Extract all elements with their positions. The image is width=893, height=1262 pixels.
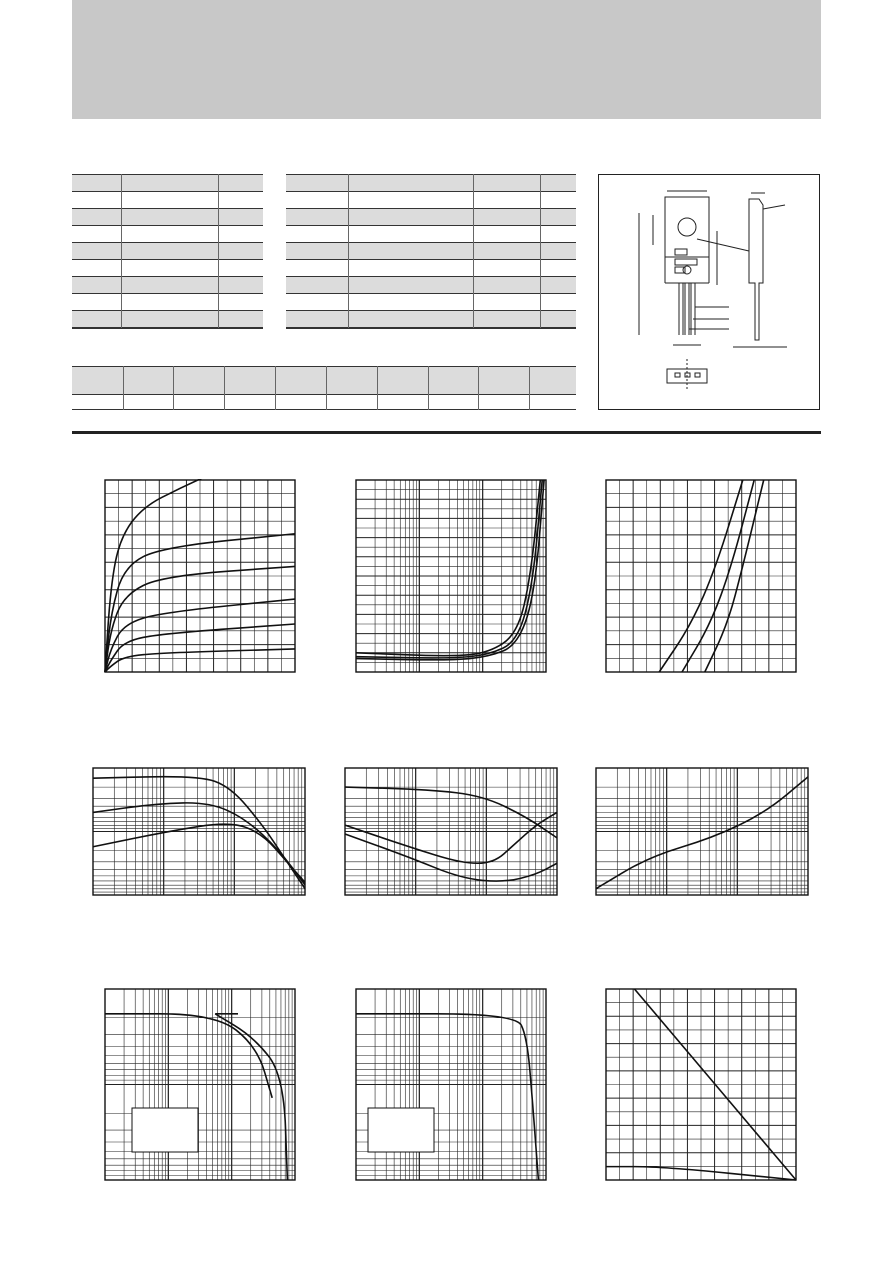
chart-grid bbox=[596, 768, 808, 895]
ratings-table bbox=[72, 174, 263, 328]
package-outline-box bbox=[598, 174, 820, 410]
chart-grid bbox=[345, 768, 557, 895]
chart-grid bbox=[606, 989, 796, 1180]
table-row bbox=[72, 208, 263, 225]
table-row bbox=[286, 208, 576, 225]
chart-2 bbox=[355, 479, 547, 673]
table-row bbox=[72, 310, 263, 327]
table-row bbox=[72, 242, 263, 259]
chart-series-line bbox=[105, 479, 219, 672]
chart-5 bbox=[344, 767, 558, 896]
chart-grid bbox=[356, 480, 546, 672]
table-row bbox=[286, 310, 576, 327]
chart-series-line bbox=[93, 803, 305, 885]
chart-series-line bbox=[345, 834, 557, 881]
chart-series-line bbox=[345, 812, 557, 863]
electrical-table bbox=[286, 174, 576, 328]
chart-annotation-box bbox=[368, 1108, 434, 1152]
chart-series-line bbox=[356, 1014, 538, 1180]
header-band bbox=[72, 0, 821, 119]
chart-1 bbox=[104, 479, 296, 673]
hfe-rank-table bbox=[72, 366, 576, 410]
chart-3 bbox=[605, 479, 797, 673]
chart-series-line bbox=[93, 777, 305, 889]
table-row bbox=[72, 174, 263, 191]
chart-annotation-box bbox=[132, 1108, 198, 1152]
chart-4 bbox=[92, 767, 306, 896]
section-divider bbox=[72, 431, 821, 434]
chart-series-line bbox=[596, 777, 808, 889]
chart-7 bbox=[104, 988, 296, 1181]
chart-series-line bbox=[93, 824, 305, 882]
chart-grid bbox=[105, 480, 295, 672]
table-row bbox=[286, 242, 576, 259]
table-row bbox=[72, 276, 263, 293]
chart-series-line bbox=[215, 1014, 287, 1180]
table-row bbox=[286, 174, 576, 191]
table-row bbox=[286, 276, 576, 293]
chart-6 bbox=[595, 767, 809, 896]
chart-series-line bbox=[356, 480, 544, 660]
chart-grid bbox=[93, 768, 305, 895]
table-rule bbox=[72, 174, 263, 175]
chart-grid bbox=[606, 480, 796, 672]
chart-8 bbox=[355, 988, 547, 1181]
table-row bbox=[72, 366, 576, 394]
to-220f-package-outline-icon bbox=[599, 175, 819, 409]
chart-9 bbox=[605, 988, 797, 1181]
